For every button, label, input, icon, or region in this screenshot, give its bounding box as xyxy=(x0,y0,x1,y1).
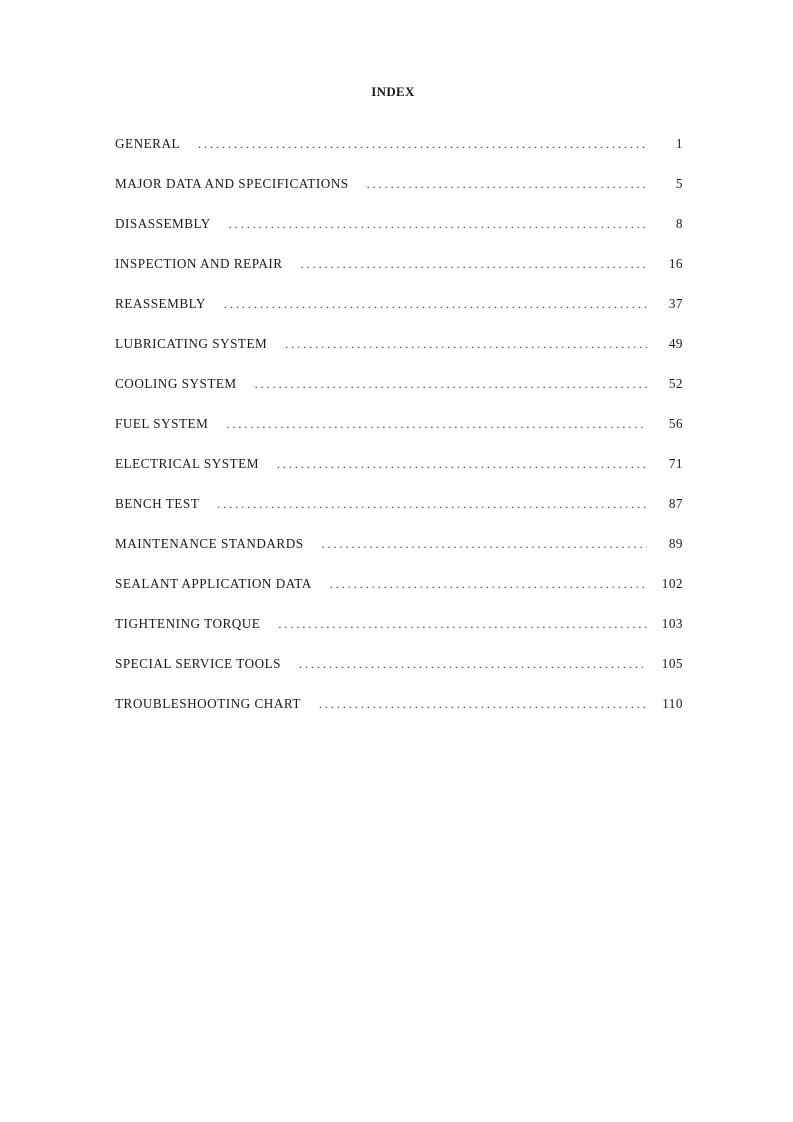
toc-entry xyxy=(115,256,683,296)
toc-entry-label: DISASSEMBLY xyxy=(115,216,211,231)
dot-leader xyxy=(330,577,647,592)
toc-entry xyxy=(115,376,683,416)
dot-leader xyxy=(367,177,647,192)
dot-leader xyxy=(224,297,647,312)
toc-entry-label: SPECIAL SERVICE TOOLS xyxy=(115,656,282,671)
toc-entry-label: BENCH TEST xyxy=(115,496,200,511)
toc-entry xyxy=(115,296,683,336)
page-title: INDEX xyxy=(371,84,415,99)
toc-entry-page: 49 xyxy=(668,336,683,351)
toc-entry-label: MAJOR DATA AND SPECIFICATIONS xyxy=(115,176,349,191)
dot-leader xyxy=(278,617,647,632)
toc-entry-page: 102 xyxy=(661,576,683,591)
dot-leader xyxy=(301,257,647,272)
toc-entry-page: 89 xyxy=(668,536,683,551)
toc-entry-label: SEALANT APPLICATION DATA xyxy=(115,576,312,591)
toc-entry xyxy=(115,456,683,496)
toc-entry-label: INSPECTION AND REPAIR xyxy=(115,256,283,271)
toc-entry-label: ELECTRICAL SYSTEM xyxy=(115,456,259,471)
toc-entry xyxy=(115,416,683,456)
toc-entry-page: 37 xyxy=(668,296,683,311)
toc-entry-page: 87 xyxy=(668,496,683,511)
dot-leader xyxy=(319,697,647,712)
toc-entry-page: 16 xyxy=(668,256,683,271)
toc-entry-label: TROUBLESHOOTING CHART xyxy=(115,696,301,711)
toc-entry-label: REASSEMBLY xyxy=(115,296,206,311)
toc-entry-label: TIGHTENING TORQUE xyxy=(115,616,261,631)
toc-entry-page: 8 xyxy=(675,216,683,231)
toc-entry xyxy=(115,656,683,696)
toc-entry-page: 56 xyxy=(668,416,683,431)
dot-leader xyxy=(299,657,647,672)
toc-entry xyxy=(115,496,683,536)
toc-entry-label: GENERAL xyxy=(115,136,181,151)
toc-entry-label: MAINTENANCE STANDARDS xyxy=(115,536,304,551)
dot-leader xyxy=(217,497,647,512)
toc-entry-label: LUBRICATING SYSTEM xyxy=(115,336,268,351)
toc-entry xyxy=(115,216,683,256)
toc-entry xyxy=(115,576,683,616)
toc-entry xyxy=(115,536,683,576)
toc-entry xyxy=(115,696,683,736)
toc-entry-page: 1 xyxy=(675,136,683,151)
dot-leader xyxy=(255,377,647,392)
toc-entry xyxy=(115,616,683,656)
toc-entry-page: 103 xyxy=(661,616,683,631)
toc-entry-label: COOLING SYSTEM xyxy=(115,376,237,391)
dot-leader xyxy=(226,417,647,432)
toc-entry-page: 5 xyxy=(675,176,683,191)
dot-leader xyxy=(277,457,647,472)
dot-leader xyxy=(198,137,647,152)
toc-entry-page: 105 xyxy=(661,656,683,671)
toc-entry xyxy=(115,176,683,216)
dot-leader xyxy=(229,217,647,232)
toc-entry-label: FUEL SYSTEM xyxy=(115,416,209,431)
toc-entry-page: 71 xyxy=(668,456,683,471)
toc-entry xyxy=(115,336,683,376)
dot-leader xyxy=(285,337,647,352)
toc-entry-page: 52 xyxy=(668,376,683,391)
table-of-contents xyxy=(115,136,683,736)
toc-entry-page: 110 xyxy=(662,696,683,711)
toc-entry xyxy=(115,136,683,176)
dot-leader xyxy=(322,537,647,552)
